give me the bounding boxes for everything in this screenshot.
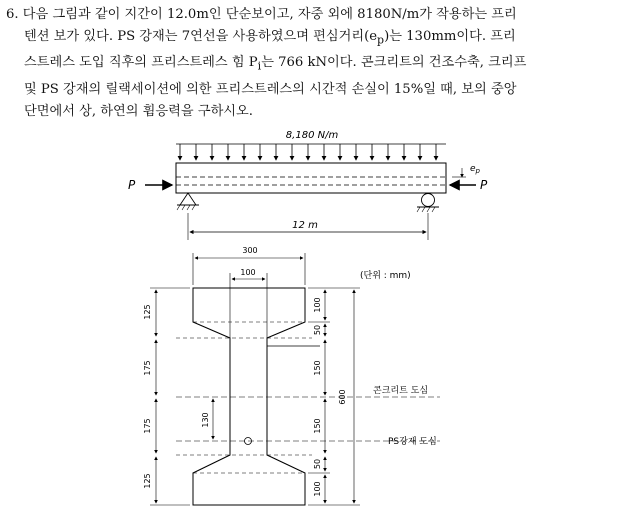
dim-right-5: 100	[313, 481, 322, 497]
dim-right-0: 100	[313, 297, 322, 313]
beam-body	[176, 163, 446, 193]
dim-top-width: 300	[242, 246, 258, 255]
dim-total-height: 600	[338, 389, 347, 405]
force-label-left: P	[128, 178, 136, 192]
dim-web-width: 100	[240, 268, 256, 277]
problem-line-5: 단면에서 상, 하연의 휨응력을 구하시오.	[24, 103, 253, 119]
problem-line-4: 및 PS 강재의 릴랙세이션에 의한 프리스트레스의 시간적 손실이 15%일 때, 보의 중앙	[24, 81, 517, 97]
distributed-load	[176, 144, 446, 160]
load-label: 8,180 N/m	[285, 130, 339, 141]
ecc-label: $e_p$	[470, 164, 480, 175]
problem-number: 6.	[6, 7, 19, 22]
dim-left-2: 175	[143, 418, 152, 434]
dim-left-3: 125	[143, 473, 152, 489]
problem-line-2: 텐션 보가 있다. PS 강재는 7연선을 사용하였으며 편심거리$(e_p)$는 130mm이다. 프리	[24, 29, 516, 48]
unit-label: (단위 : mm)	[360, 271, 411, 281]
dim-right-1: 50	[313, 324, 322, 336]
pin-support	[177, 193, 199, 210]
force-label-right: P	[480, 178, 488, 192]
dim-left-0: 125	[143, 304, 152, 320]
flange-lines	[176, 322, 312, 473]
tendon-label: PS강재 도심	[388, 437, 437, 447]
dim-right-4: 50	[313, 458, 322, 470]
roller-support	[417, 194, 439, 213]
dim-right-2: 150	[313, 360, 322, 376]
centroid-label: 콘크리트 도심	[373, 386, 429, 396]
problem-line-1: 6. 다음 그림과 같이 지간이 12.0m인 단순보이고, 자중 외에 8180N/m가 작용하는 프리	[6, 7, 517, 22]
i-section-outline	[193, 288, 305, 505]
problem-line-3: 스트레스 도입 직후의 프리스트레스 힘 $P_i$는 766 kN이다. 콘크리트의 건조수축, 크리프	[24, 55, 527, 74]
dim-left-1: 175	[143, 360, 152, 376]
span-label: 12 m	[292, 220, 318, 231]
dim-eccentricity: 130	[201, 412, 210, 428]
dim-right-3: 150	[313, 418, 322, 434]
